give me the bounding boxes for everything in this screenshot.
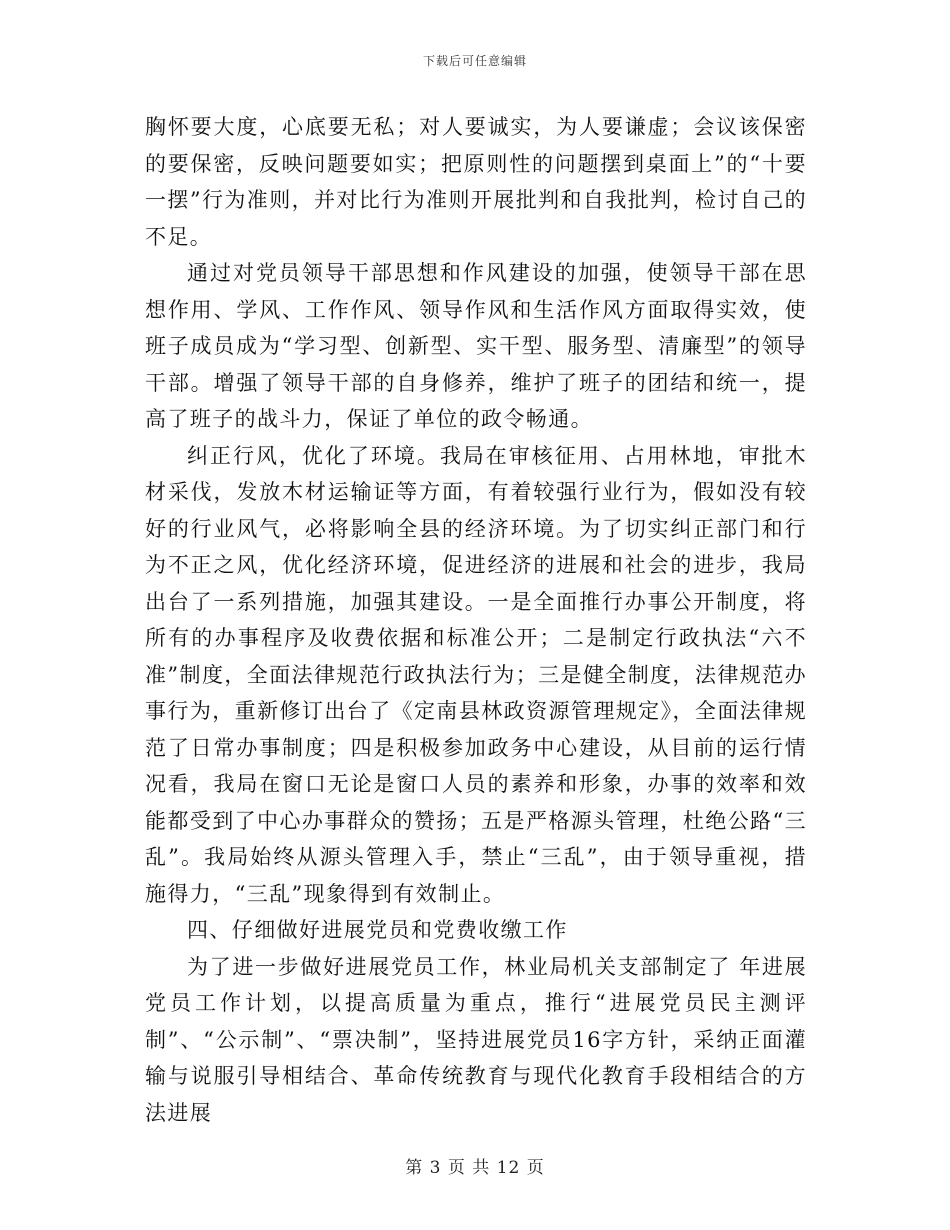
paragraph-industry-conduct: 纠正行风，优化了环境。我局在审核征用、占用林地，审批木材采伐，发放木材运输证等方面，有着较强行业行为，假如没有较好的行业风气，必将影响全县的经济环境。为了切实纠正部门和行为不正之风，优化经济环境，促进经济的进展和社会的进步，我局出台了一系列措施，加强其建设。一是全面推行办事公开制度，将所有的办事程序及收费依据和标准公开；二是制定行政执法“六不准”制度，全面法律规范行政执法行为；三是健全制度，法律规范办事行为，重新修订出台了《定南县林政资源管理规定》，全面法律规范了日常办事制度；四是积极参加政务中心建设，从目前的运行情况看，我局在窗口无论是窗口人员的素养和形象，办事的效率和效能都受到了中心办事群众的赞扬；五是严格源头管理，杜绝公路“三乱”。我局始终从源头管理入手，禁止“三乱”，由于领导重视，措施得力，“三乱”现象得到有效制止。 [145, 443, 807, 906]
section-heading-party-members: 四、仔细做好进展党员和党费收缴工作 [187, 918, 568, 942]
document-body [145, 109, 807, 1131]
paragraph-continuation: 胸怀要大度，心底要无私；对人要诚实，为人要谦虚；会议该保密的要保密，反映问题要如实；把原则性的问题摆到桌面上”的“十要一摆”行为准则，并对比行为准则开展批判和自我批判，检讨自己的不足。 [145, 115, 807, 249]
page-number: 第 3 页 共 12 页 [405, 1158, 545, 1178]
paragraph-work-style: 通过对党员领导干部思想和作风建设的加强，使领导干部在思想作用、学风、工作作风、领导作风和生活作风方面取得实效，使班子成员成为“学习型、创新型、实干型、服务型、清廉型”的领导干部。增强了领导干部的自身修养，维护了班子的团结和统一，提高了班子的战斗力，保证了单位的政令畅通。 [145, 261, 807, 431]
page-header: 下载后可任意编辑 [422, 54, 527, 68]
paragraph-party-development: 为了进一步做好进展党员工作，林业局机关支部制定了 年进展党员工作计划，以提高质量为重点，推行“进展党员民主测评制”、“公示制”、“票决制”，坚持进展党员16字方针，采纳正面灌输与说服引导相结合、革命传统教育与现代化教育手段相结合的方法进展 [145, 954, 807, 1125]
